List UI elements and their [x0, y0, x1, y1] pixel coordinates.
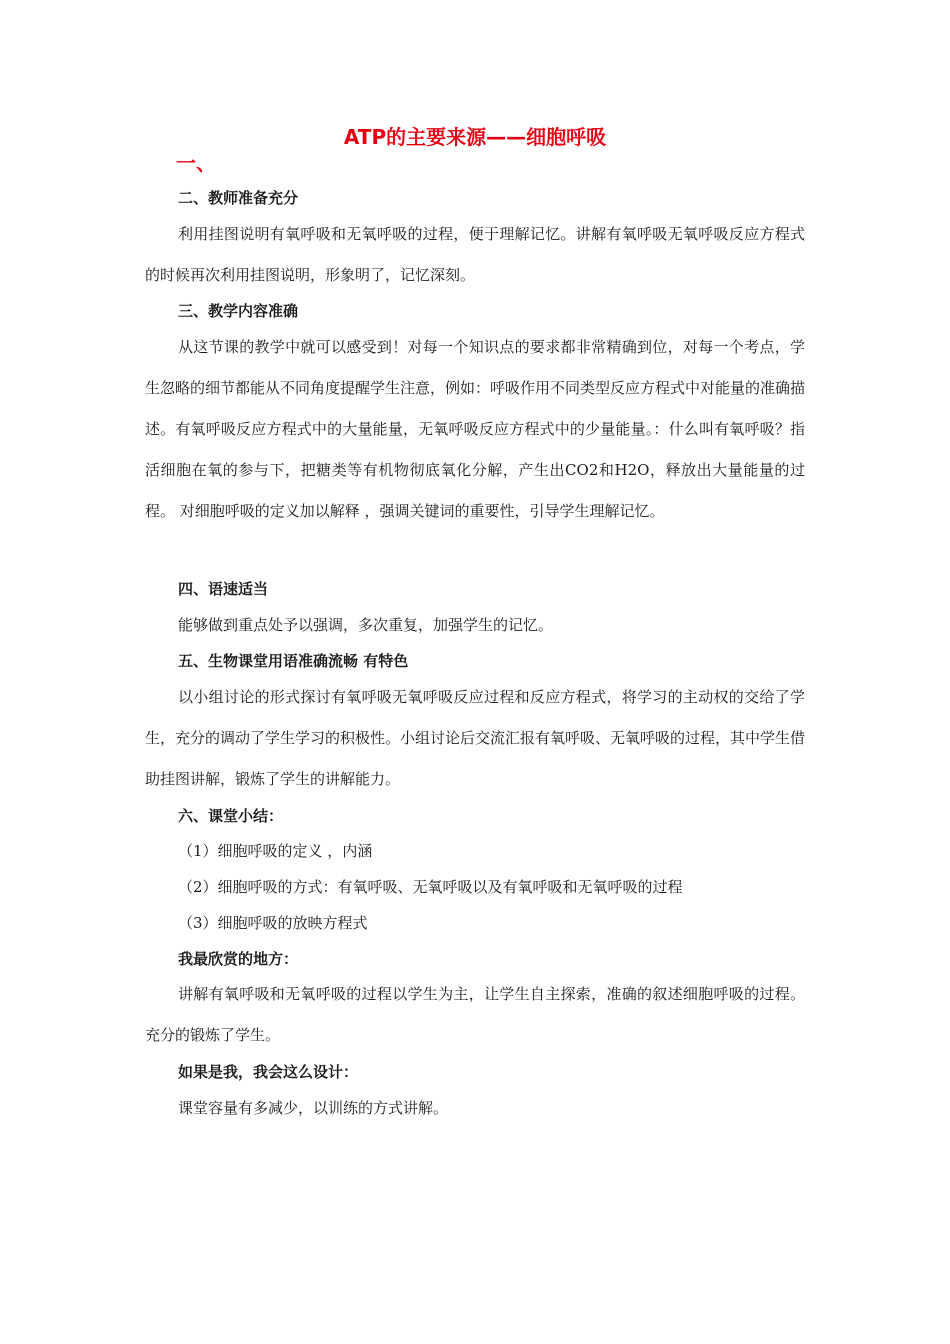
section-4-text: 能够做到重点处予以强调，多次重复，加强学生的记忆。 — [178, 616, 554, 634]
appreciation-heading: 我最欣赏的地方： — [178, 950, 299, 968]
section-2-text: 利用挂图说明有氧呼吸和无氧呼吸的过程，便于理解记忆。讲解有氧呼吸无氧呼吸反应方程式的时候再次利用挂图说明，形象明了，记忆深刻。 — [145, 225, 805, 284]
section-6-heading: 六、课堂小结： — [178, 807, 284, 825]
design-text: 课堂容量有多减少，以训练的方式讲解。 — [178, 1099, 449, 1117]
section-2-heading: 二、教师准备充分 — [178, 189, 299, 207]
section-1-heading: 一、 — [176, 151, 216, 175]
section-5-text: 以小组讨论的形式探讨有氧呼吸无氧呼吸反应过程和反应方程式，将学习的主动权的交给了学生，充分的调动了学生学习的积极性。小组讨论后交流汇报有氧呼吸、无氧呼吸的过程，其中学生借助挂图讲解，锻炼了学生的讲解能力。 — [145, 688, 806, 788]
design-heading: 如果是我，我会这么设计： — [178, 1063, 359, 1081]
section-4-heading: 四、语速适当 — [178, 580, 269, 598]
summary-item-3: （3）细胞呼吸的放映方程式 — [178, 914, 368, 932]
appreciation-text: 讲解有氧呼吸和无氧呼吸的过程以学生为主，让学生自主探索，准确的叙述细胞呼吸的过程。充分的锻炼了学生。 — [145, 985, 805, 1044]
summary-item-2: （2）细胞呼吸的方式：有氧呼吸、无氧呼吸以及有氧呼吸和无氧呼吸的过程 — [178, 878, 683, 896]
section-3-text: 从这节课的教学中就可以感受到！对每一个知识点的要求都非常精确到位，对每一个考点，学生忽略的细节都能从不同角度提醒学生注意，例如：呼吸作用不同类型反应方程式中对能量的准确描述。有氧呼吸反应方程式中的大量能量，无氧呼吸反应方程式中的少量能量。：什么叫有氧呼吸？指活细胞在氧的参与下，把糖类等有机物彻底氧化分解，产生出CO2和H2O，释放出大量能量的过程。 对细胞呼吸的定义加以解释 ，强调关键词的重要性，引导学生理解记忆。 — [145, 338, 806, 520]
section-5-heading: 五、生物课堂用语准确流畅 有特色 — [178, 652, 409, 670]
section-3-heading: 三、教学内容准确 — [178, 302, 299, 320]
page-title: ATP的主要来源——细胞呼吸 — [343, 125, 607, 149]
summary-item-1: （1）细胞呼吸的定义 ，内涵 — [178, 842, 373, 860]
